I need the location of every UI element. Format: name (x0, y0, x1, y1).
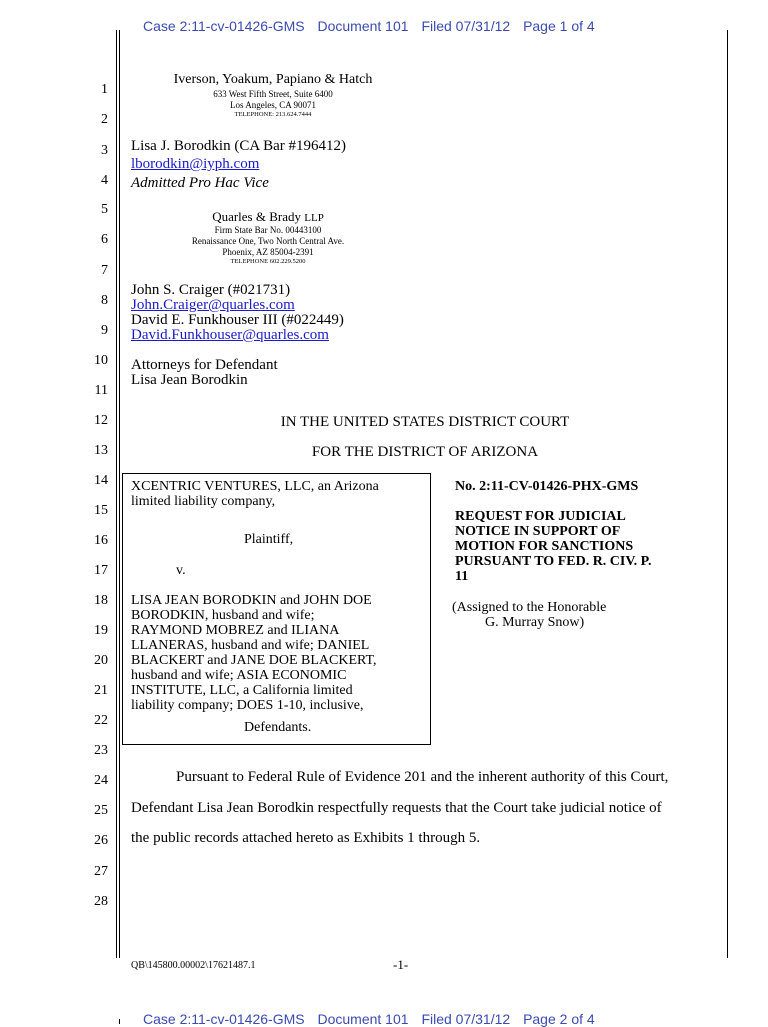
case-number: Case 2:11-cv-01426-GMS (143, 1011, 305, 1027)
line-number: 12 (94, 413, 108, 428)
defendant-line: INSTITUTE, LLC, a California limited (131, 683, 353, 698)
document-title-line: MOTION FOR SANCTIONS (455, 539, 634, 554)
line-number: 17 (94, 563, 108, 578)
left-margin-rule-inner (119, 30, 120, 958)
left-margin-rule-outer (116, 30, 117, 958)
case-number-caption: No. 2:11-CV-01426-PHX-GMS (455, 479, 639, 494)
defendant-line: BLACKERT and JANE DOE BLACKERT, (131, 653, 377, 668)
line-number: 18 (94, 593, 108, 608)
document-title-line: REQUEST FOR JUDICIAL (455, 509, 626, 524)
line-number: 20 (94, 653, 108, 668)
defendant-line: LISA JEAN BORODKIN and JOHN DOE (131, 593, 372, 608)
case-header (143, 18, 604, 34)
line-number: 16 (94, 533, 108, 548)
assigned-judge-line: G. Murray Snow) (485, 615, 585, 630)
line-number: 28 (94, 894, 108, 909)
filed-date: Filed 07/31/12 (421, 18, 511, 34)
firm-address-line: Renaissance One, Two North Central Ave. (191, 236, 345, 246)
line-number: 21 (94, 683, 108, 698)
body-text-line: Pursuant to Federal Rule of Evidence 201 and the inherent authority of this Court, (176, 769, 669, 785)
firm-name (123, 209, 413, 225)
line-number: 6 (101, 232, 108, 247)
page-indicator: Page 1 of 4 (523, 18, 595, 34)
line-number: 9 (101, 323, 108, 338)
line-number: 11 (94, 383, 108, 398)
defendant-line: liability company; DOES 1-10, inclusive, (131, 698, 364, 713)
attorney-email-link[interactable]: John.Craiger@quarles.com (131, 297, 295, 313)
line-number: 5 (101, 202, 108, 217)
filed-date: Filed 07/31/12 (421, 1011, 511, 1027)
plaintiff-line: XCENTRIC VENTURES, LLC, an Arizona (131, 479, 379, 494)
attorney-name: David E. Funkhouser III (#022449) (131, 312, 344, 328)
line-number: 3 (101, 143, 108, 158)
plaintiff-line: limited liability company, (131, 494, 276, 509)
court-district: FOR THE DISTRICT OF ARIZONA (311, 444, 539, 460)
line-number: 15 (94, 503, 108, 518)
page-number: -1- (393, 957, 409, 972)
attorney-name: John S. Craiger (#021731) (131, 282, 291, 298)
defendant-line: BORODKIN, husband and wife; (131, 608, 315, 623)
court-name: IN THE UNITED STATES DISTRICT COURT (280, 414, 570, 430)
document-number: Document 101 (317, 1011, 409, 1027)
firm-address-line: Phoenix, AZ 85004-2391 (222, 247, 314, 257)
firm-phone: TELEPHONE 602.229.5200 (230, 258, 306, 265)
line-number: 7 (101, 263, 108, 278)
document-title-line: NOTICE IN SUPPORT OF (455, 524, 621, 539)
line-number: 23 (94, 743, 108, 758)
firm-name: Iverson, Yoakum, Papiano & Hatch (173, 72, 373, 87)
firm-suffix: LLP (304, 212, 324, 224)
line-number: 13 (94, 443, 108, 458)
line-number: 1 (101, 82, 108, 97)
line-number: 19 (94, 623, 108, 638)
document-title-line: 11 (455, 569, 469, 584)
versus: v. (176, 563, 186, 578)
case-number: Case 2:11-cv-01426-GMS (143, 18, 305, 34)
page-indicator: Page 2 of 4 (523, 1011, 595, 1027)
defendant-line: husband and wife; ASIA ECONOMIC (131, 668, 347, 683)
firm-bar-number: Firm State Bar No. 00443100 (214, 225, 322, 235)
document-number: Document 101 (317, 18, 409, 34)
line-number: 2 (101, 112, 108, 127)
firm-name-text: Quarles & Brady (212, 209, 301, 224)
line-number: 14 (94, 473, 108, 488)
attorney-email-link[interactable]: David.Funkhouser@quarles.com (131, 327, 329, 343)
line-number: 4 (101, 173, 108, 188)
body-text-line: the public records attached hereto as Exhibits 1 through 5. (131, 830, 481, 846)
defendant-line: RAYMOND MOBREZ and ILIANA (131, 623, 340, 638)
admission-status: Admitted Pro Hac Vice (131, 175, 269, 191)
body-text-line: Defendant Lisa Jean Borodkin respectfully requests that the Court take judicial notice of (131, 800, 662, 816)
line-number: 22 (94, 713, 108, 728)
line-number: 10 (94, 353, 108, 368)
defendant-line: LLANERAS, husband and wife; DANIEL (131, 638, 370, 653)
line-number: 25 (94, 803, 108, 818)
next-page-header (143, 1011, 604, 1027)
right-margin-rule (727, 30, 728, 958)
plaintiff-label: Plaintiff, (244, 532, 294, 547)
attorney-email-link[interactable]: lborodkin@iyph.com (131, 156, 260, 172)
attorney-name: Lisa J. Borodkin (CA Bar #196412) (131, 138, 346, 154)
firm-phone: TELEPHONE: 213.624.7444 (234, 111, 312, 118)
document-id: QB\145800.00002\17621487.1 (131, 960, 256, 971)
assigned-judge-line: (Assigned to the Honorable (452, 600, 607, 615)
firm-address-line: 633 West Fifth Street, Suite 6400 (213, 89, 333, 99)
firm-address-line: Los Angeles, CA 90071 (229, 100, 316, 110)
representation-line: Attorneys for Defendant (131, 357, 278, 373)
line-number: 26 (94, 833, 108, 848)
representation-line: Lisa Jean Borodkin (131, 372, 248, 388)
line-number: 24 (94, 773, 108, 788)
document-title-line: PURSUANT TO FED. R. CIV. P. (455, 554, 652, 569)
defendant-label: Defendants. (244, 720, 312, 735)
line-number: 27 (94, 864, 108, 879)
next-page-rule (119, 1019, 120, 1024)
line-number: 8 (101, 293, 108, 308)
